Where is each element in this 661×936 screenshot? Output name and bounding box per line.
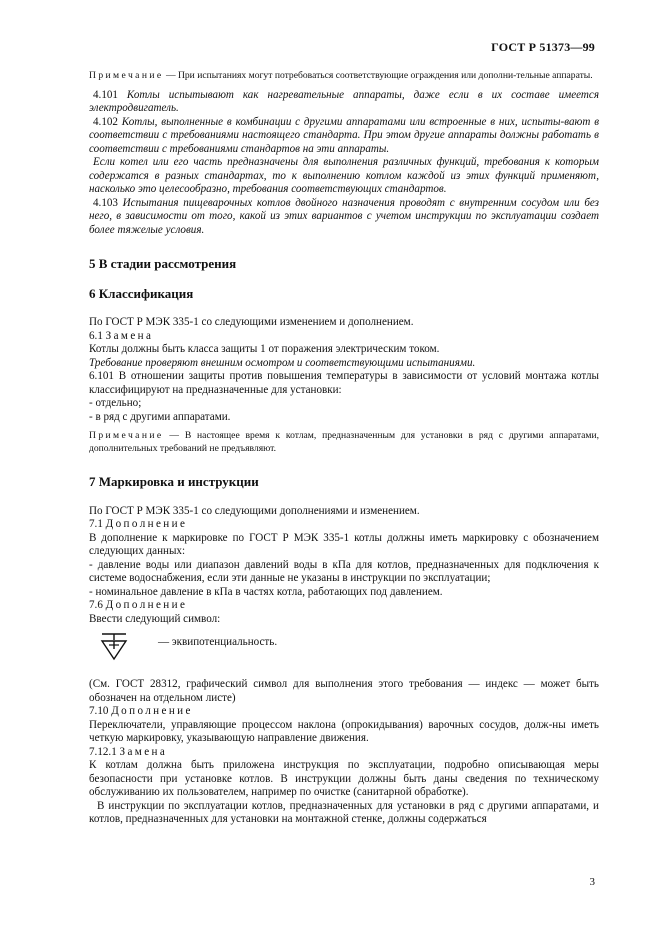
section-7-title: 7 Маркировка и инструкции	[89, 474, 259, 489]
list-item: - отдельно;	[89, 397, 142, 409]
clause-4-101	[89, 89, 599, 116]
page-body	[89, 70, 599, 827]
clause-7-1-heading	[89, 518, 599, 532]
clause-4-102	[89, 116, 599, 157]
clause-number: 4.103	[93, 196, 123, 209]
document-code: ГОСТ Р 51373—99	[491, 40, 595, 54]
symbol-row	[89, 626, 599, 678]
clause-label: Дополнение	[105, 518, 188, 530]
section-6-intro: По ГОСТ Р МЭК 335-1 со следующими изменением и дополнением.	[89, 316, 414, 328]
clause-6-1-heading	[89, 330, 599, 344]
note-6-101	[89, 430, 599, 455]
clause-7-12-1-heading	[89, 746, 599, 760]
clause-number: 7.1	[89, 518, 106, 530]
section-7-intro: По ГОСТ Р МЭК 335-1 со следующими дополнениями и изменением.	[89, 504, 420, 517]
clause-number: 4.102	[93, 115, 122, 128]
clause-number: 6.1	[89, 329, 106, 342]
note-4-100	[89, 70, 599, 83]
list-item: - давление воды или диапазон давлений воды в кПа для котлов, предназначенных для подключения к системе водоснабжения, если эти данные не указаны в инструкции по эксплуатации;	[89, 558, 599, 584]
clause-label: Дополнение	[111, 705, 193, 717]
clause-label: Замена	[119, 745, 168, 758]
clause-label: Дополнение	[105, 599, 188, 611]
clause-text: Испытания пищеварочных котлов двойного назначения проводят с внутренним сосудом или без него, в зависимости от того, какой из этих вариантов с учетом инструкции по эксплуатации создает более тяжелые условия.	[89, 196, 600, 236]
clause-7-6-text: Ввести следующий символ:	[89, 612, 221, 625]
clause-7-1-text: В дополнение к маркировке по ГОСТ Р МЭК 335-1 котлы должны иметь маркировку с обозначением следующих данных:	[89, 531, 599, 557]
note-text: — При испытаниях могут потребоваться соответствующие ограждения или дополни-тельные аппараты.	[163, 70, 593, 81]
clause-7-12-1-text-2: В инструкции по эксплуатации котлов, предназначенных для установки в ряд с другими аппаратами, и котлов, предназначенных для установки на монтажной стенке, должны содержаться	[89, 799, 599, 825]
symbol-description: — эквипотенциальность.	[158, 636, 278, 648]
clause-text: Котлы испытывают как нагревательные аппараты, даже если в их составе имеется электродвигатель.	[89, 88, 599, 114]
clause-number: 4.101	[93, 88, 127, 101]
list-item: - номинальное давление в кПа в частях котла, работающих под давлением.	[89, 585, 443, 598]
clause-label: Замена	[105, 329, 154, 342]
clause-number: 7.10	[89, 705, 112, 717]
clause-6-101: 6.101 В отношении защиты против повышения температуры в зависимости от условий монтажа котлы классифицируют на предназначенные для установки:	[89, 370, 599, 396]
page-number: 3	[589, 876, 595, 888]
clause-number: 7.12.1	[89, 745, 120, 758]
clause-text: Котлы, выполненные в комбинации с другими аппаратами или встроенные в них, испыты-вают в соответствии с требованиями настоящего стандарта. При этом другие аппараты должны работать в соответствии с требованиями стандартов на эти аппараты.	[89, 115, 600, 155]
clause-7-12-1-text: К котлам должна быть приложена инструкция по эксплуатации, подробно описывающая меры безопасности при установке котлов. В инструкции должны быть даны сведения по техническому обслуживанию их пользователем, например по очистке (санитарной обработке).	[89, 759, 599, 798]
clause-number: 7.6	[89, 599, 106, 611]
note-text: — В настоящее время к котлам, предназначенным для установки в ряд с другими аппаратами, дополнительных требований не предъявляют.	[89, 430, 599, 454]
equipotential-icon	[99, 632, 129, 664]
note-label: Примечание	[89, 70, 164, 81]
clause-7-6-heading	[89, 599, 599, 613]
clause-7-10-heading	[89, 705, 599, 719]
clause-4-102-b: Если котел или его часть предназначены для выполнения различных функций, требования к которым содержатся в разных стандартах, то к выполнению котлом каждой из этих функций применяют, насколько это целесообразно, требования соответствующих стандартов.	[89, 156, 599, 195]
symbol-note: (См. ГОСТ 28312, графический символ для выполнения этого требования — индекс — может быть обозначен на отдельном листе)	[89, 678, 599, 704]
clause-6-1-check: Требование проверяют внешним осмотром и соответствующими испытаниями.	[89, 356, 476, 369]
clause-7-10-text: Переключатели, управляющие процессом наклона (опрокидывания) варочных сосудов, долж-ны иметь четкую маркировку, указывающую направление движения.	[89, 718, 599, 744]
clause-6-1-text: Котлы должны быть класса защиты 1 от поражения электрическим током.	[89, 343, 440, 355]
note-label: Примечание	[89, 430, 164, 441]
section-6-title: 6 Классификация	[89, 285, 194, 301]
section-5-title: 5 В стадии рассмотрения	[89, 256, 237, 271]
list-item: - в ряд с другими аппаратами.	[89, 410, 231, 423]
clause-4-103	[89, 197, 599, 238]
